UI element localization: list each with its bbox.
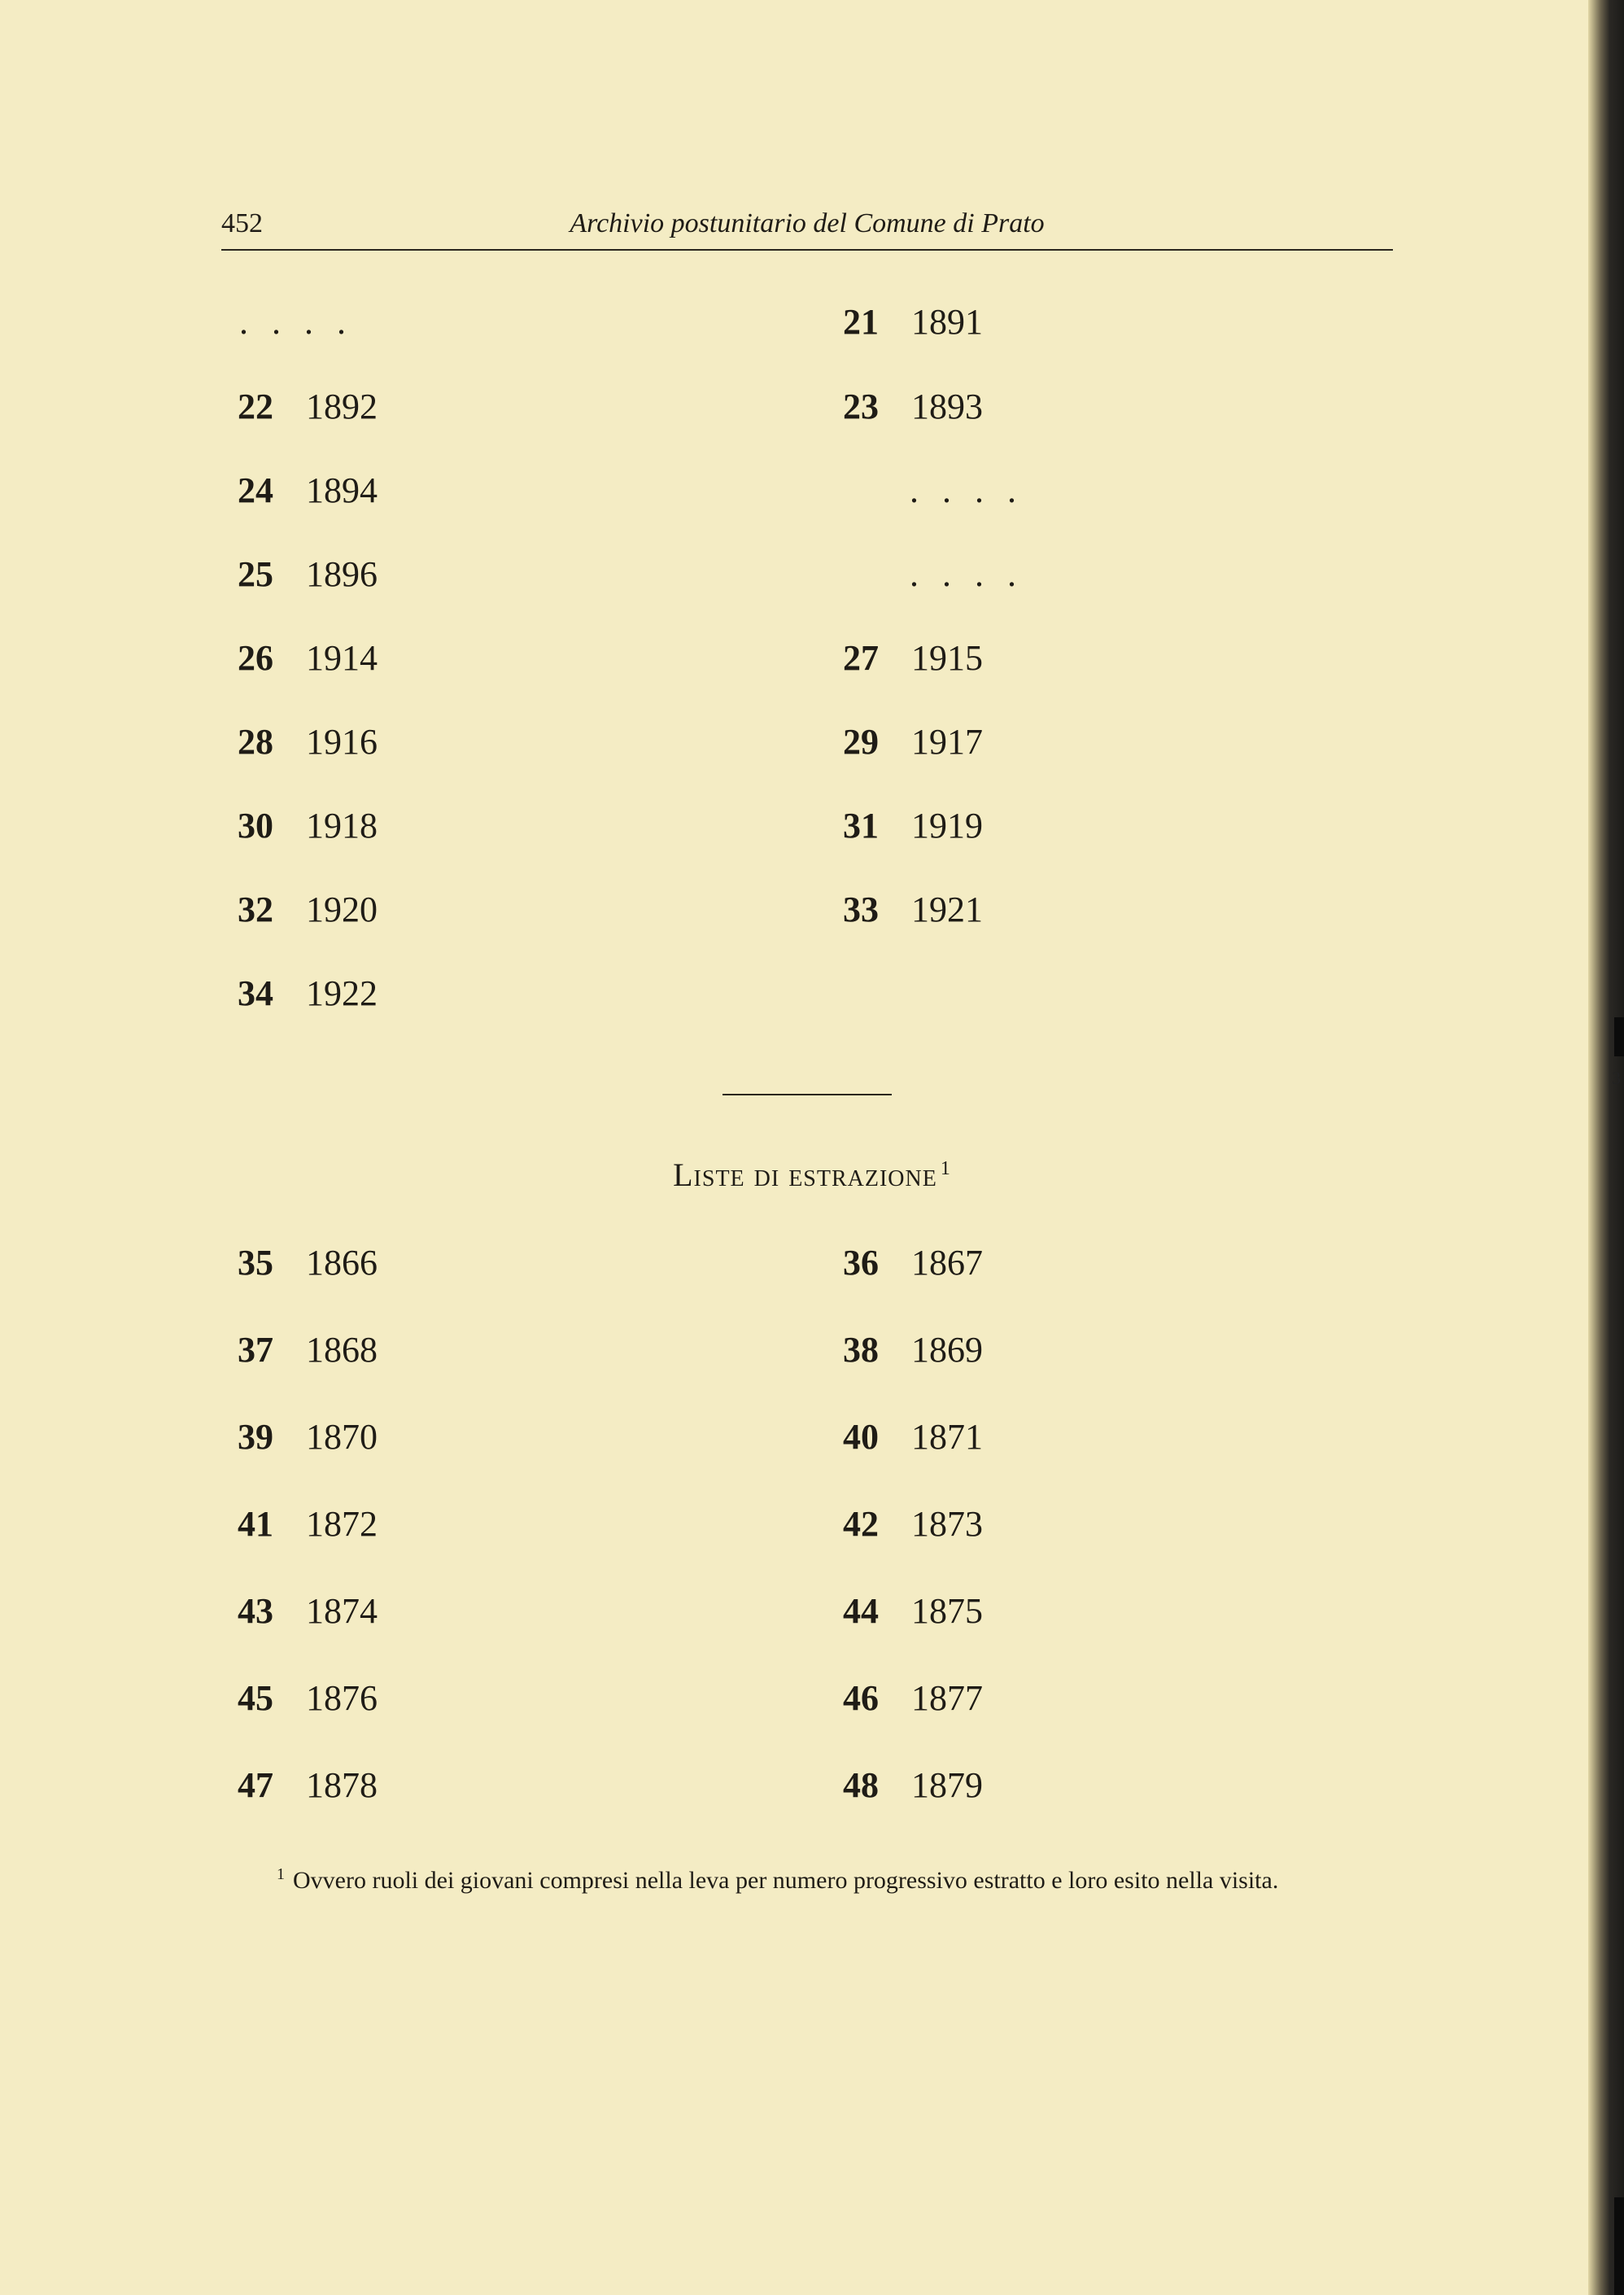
section-title: Liste di estrazione $^1$ (673, 1156, 951, 1193)
list-item: 34 1922 (238, 973, 378, 1013)
list-item: 21 1891 (843, 302, 983, 342)
list-item: 30 1918 (238, 806, 378, 846)
list-item: 25 1896 (238, 554, 378, 594)
list-item: 40 1871 (843, 1417, 983, 1457)
edge-mark (1614, 2197, 1624, 2295)
list-item: 39 1870 (238, 1417, 378, 1457)
list-item: 22 1892 (238, 387, 378, 426)
list-item: 43 1874 (238, 1591, 378, 1631)
list-item: 36 1867 (843, 1243, 983, 1283)
list-item: 33 1921 (843, 890, 983, 929)
list-item: 29 1917 (843, 722, 983, 762)
page-edge-shadow (1588, 0, 1624, 2295)
list-item: 38 1869 (843, 1330, 983, 1370)
list-item: 26 1914 (238, 638, 378, 678)
list-item: 31 1919 (843, 806, 983, 846)
list-item: 28 1916 (238, 722, 378, 762)
list-item: 48 1879 (843, 1765, 983, 1805)
list-item: 35 1866 (238, 1243, 378, 1283)
list-item: 47 1878 (238, 1765, 378, 1805)
placeholder-entry: . . . . (910, 470, 1024, 510)
page-header (221, 208, 1393, 251)
list-item: 24 1894 (238, 470, 378, 510)
footnote-ref: 1 (940, 1157, 951, 1179)
list-item: 41 1872 (238, 1504, 378, 1544)
placeholder-entry: . . . . (910, 554, 1024, 594)
running-title: Archivio postunitario del Comune di Prato (570, 208, 1045, 238)
list-item: 27 1915 (843, 638, 983, 678)
footnote (221, 1859, 1393, 1896)
edge-mark (1614, 1017, 1624, 1056)
footnote-text: Ovvero ruoli dei giovani compresi nella leva per numero progressivo estratto e loro esito nella visita. (293, 1867, 1279, 1894)
list-item: 44 1875 (843, 1591, 983, 1631)
list-item: 42 1873 (843, 1504, 983, 1544)
edge-digit: 3 (1612, 1068, 1621, 1088)
list-item: 45 1876 (238, 1678, 378, 1718)
list-item: 32 1920 (238, 890, 378, 929)
list-item: 37 1868 (238, 1330, 378, 1370)
page-number: 452 (221, 208, 263, 238)
section-divider (723, 1094, 892, 1095)
placeholder-entry: . . . . (239, 302, 353, 342)
footnote-marker: 1 (277, 1865, 285, 1883)
list-item: 46 1877 (843, 1678, 983, 1718)
list-item: 23 1893 (843, 387, 983, 426)
